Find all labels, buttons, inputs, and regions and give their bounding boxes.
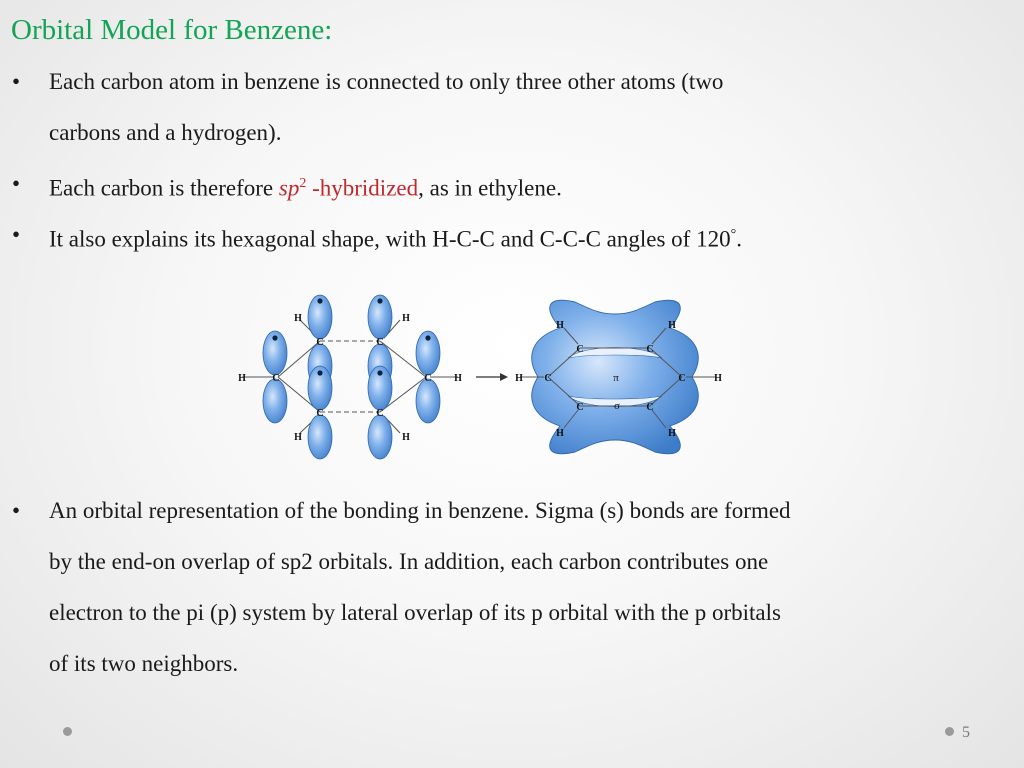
- bullet-marker: •: [12, 171, 21, 196]
- atom-label-h: H: [238, 373, 246, 384]
- bullet-marker: •: [12, 222, 21, 247]
- benzene-orbital-figure: [230, 288, 730, 466]
- bullet-text-end: .: [736, 226, 742, 252]
- atom-label-h: H: [556, 428, 564, 439]
- atom-label-c: C: [544, 373, 552, 384]
- bullet-text-line: Each carbon atom in benzene is connected to only three other atoms (two: [49, 69, 724, 94]
- atom-label-h: H: [556, 320, 564, 331]
- atom-label-h: H: [668, 320, 676, 331]
- bullet-marker: •: [12, 69, 21, 94]
- delocalized-pi-system: [515, 300, 722, 453]
- atom-label-c: C: [576, 402, 584, 413]
- atom-label-c: C: [376, 337, 384, 348]
- atom-label-c: C: [576, 344, 584, 355]
- atom-label-c: C: [678, 373, 686, 384]
- pi-label: π: [613, 372, 619, 384]
- atom-label-c: C: [424, 373, 432, 384]
- atom-label-h: H: [515, 373, 523, 384]
- bullet-text: , as in ethylene.: [418, 175, 562, 201]
- footer-right-dot: [945, 727, 954, 736]
- hybridized-term: -hybridized: [306, 175, 419, 201]
- atom-label-h: H: [454, 373, 462, 384]
- bullet-text: Each carbon is therefore: [49, 175, 279, 201]
- degree-sign: °: [730, 227, 737, 242]
- bullet-marker: •: [12, 498, 21, 523]
- atom-label-h: H: [714, 373, 722, 384]
- atom-label-c: C: [316, 337, 324, 348]
- footer-left-dot: [63, 727, 72, 736]
- atom-label-h: H: [402, 313, 410, 324]
- atom-label-c: C: [272, 373, 280, 384]
- atom-label-c: C: [646, 402, 654, 413]
- bullet-text-line: An orbital representation of the bonding in benzene. Sigma (s) bonds are formed: [49, 498, 791, 523]
- bullet-text-line: carbons and a hydrogen).: [49, 120, 282, 145]
- slide-title: Orbital Model for Benzene:: [11, 14, 333, 46]
- reaction-arrow: [476, 373, 508, 381]
- benzene-orbital-diagram: [230, 288, 730, 466]
- separate-p-orbitals: [238, 295, 462, 459]
- bullet-text-line: electron to the pi (p) system by lateral overlap of its p orbital with the p orbitals: [49, 600, 781, 625]
- atom-label-h: H: [402, 432, 410, 443]
- page-number: 5: [962, 724, 970, 741]
- sigma-label: σ: [614, 400, 620, 412]
- sp-superscript: 2: [299, 176, 307, 191]
- atom-label-h: H: [668, 428, 676, 439]
- atom-label-h: H: [294, 313, 302, 324]
- bullet-text: It also explains its hexagonal shape, with H-C-C and C-C-C angles of 120: [49, 226, 731, 252]
- sp-term: sp: [278, 175, 300, 201]
- atom-label-c: C: [316, 408, 324, 419]
- atom-label-h: H: [294, 432, 302, 443]
- atom-label-c: C: [646, 344, 654, 355]
- bullet-text-line: by the end-on overlap of sp2 orbitals. In addition, each carbon contributes one: [49, 549, 769, 574]
- atom-label-c: C: [376, 408, 384, 419]
- bullet-text-line: of its two neighbors.: [49, 651, 239, 676]
